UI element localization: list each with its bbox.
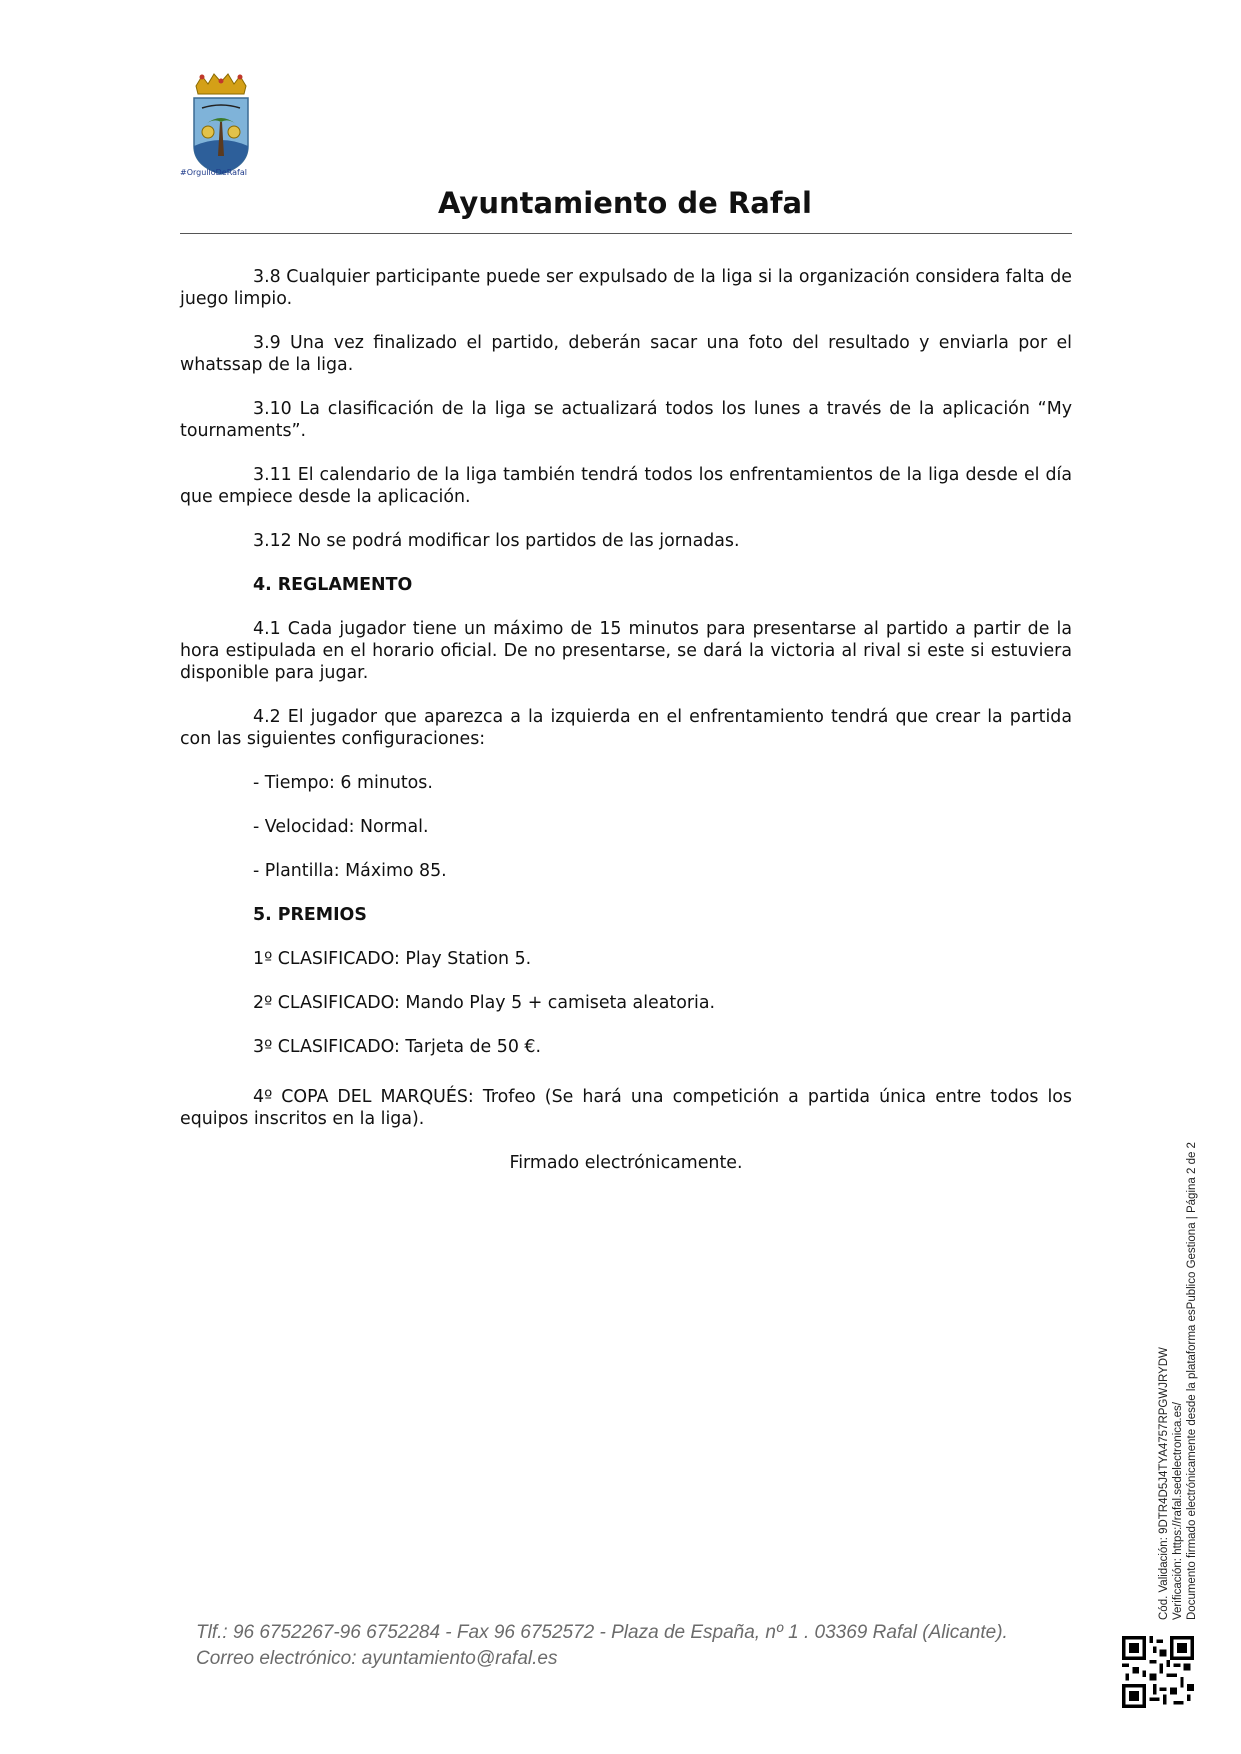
page-title: Ayuntamiento de Rafal [438, 186, 812, 220]
signature-platform-note: Documento firmado electrónicamente desde la plataforma esPublico Gestiona | Página 2 de 2 [1186, 1142, 1198, 1620]
footer-contact [196, 1620, 1008, 1672]
validation-code: Cód. Validación: 9DTR4D5J4TYA4757RPGWJRYDW [1158, 1347, 1170, 1620]
prize-fourth: 4º COPA DEL MARQUÉS: Trofeo (Se hará una competición a partida única entre todos los equipos inscritos en la liga). [180, 1087, 1072, 1129]
paragraph-3-8: 3.8 Cualquier participante puede ser expulsado de la liga si la organización considera falta de juego limpio. [180, 267, 1072, 309]
paragraph-3-9: 3.9 Una vez finalizado el partido, deberán sacar una foto del resultado y enviarla por el whatssap de la liga. [180, 333, 1072, 375]
section-heading-reglamento: 4. REGLAMENTO [253, 575, 413, 595]
prize-first: 1º CLASIFICADO: Play Station 5. [253, 949, 532, 969]
prize-second: 2º CLASIFICADO: Mando Play 5 + camiseta aleatoria. [253, 993, 716, 1013]
footer-email: Correo electrónico: ayuntamiento@rafal.es [196, 1648, 558, 1669]
document-body [180, 266, 1072, 1196]
logo-caption: #OrgulloDeRafal [180, 168, 247, 177]
section-heading-premios: 5. PREMIOS [253, 905, 367, 925]
config-item-tiempo: - Tiempo: 6 minutos. [253, 773, 433, 793]
signature-note: Firmado electrónicamente. [509, 1153, 743, 1173]
prize-third: 3º CLASIFICADO: Tarjeta de 50 €. [253, 1037, 542, 1057]
paragraph-3-11: 3.11 El calendario de la liga también tendrá todos los enfrentamientos de la liga desde el día que empiece desde la aplicación. [180, 465, 1072, 507]
config-item-plantilla: - Plantilla: Máximo 85. [253, 861, 447, 881]
verification-url: Verificación: https://rafal.sedelectronica.es/ [1172, 1402, 1184, 1620]
coat-of-arms-logo [178, 72, 264, 182]
footer-address: Tlf.: 96 6752267-96 6752284 - Fax 96 6752572 - Plaza de España, nº 1 . 03369 Rafal (Alicante). [196, 1622, 1008, 1643]
header-divider [180, 233, 1072, 234]
paragraph-4-1: 4.1 Cada jugador tiene un máximo de 15 minutos para presentarse al partido a partir de la hora estipulada en el horario oficial. De no presentarse, se dará la victoria al rival si este si estuviera disponible para jugar. [180, 619, 1072, 683]
paragraph-3-10: 3.10 La clasificación de la liga se actualizará todos los lunes a través de la aplicación “My tournaments”. [180, 399, 1072, 441]
qr-code-icon [1122, 1636, 1194, 1708]
paragraph-4-2: 4.2 El jugador que aparezca a la izquierda en el enfrentamiento tendrá que crear la partida con las siguientes configuraciones: [180, 707, 1072, 749]
validation-stamp [1157, 1060, 1199, 1620]
config-item-velocidad: - Velocidad: Normal. [253, 817, 429, 837]
paragraph-3-12: 3.12 No se podrá modificar los partidos de las jornadas. [253, 531, 740, 551]
